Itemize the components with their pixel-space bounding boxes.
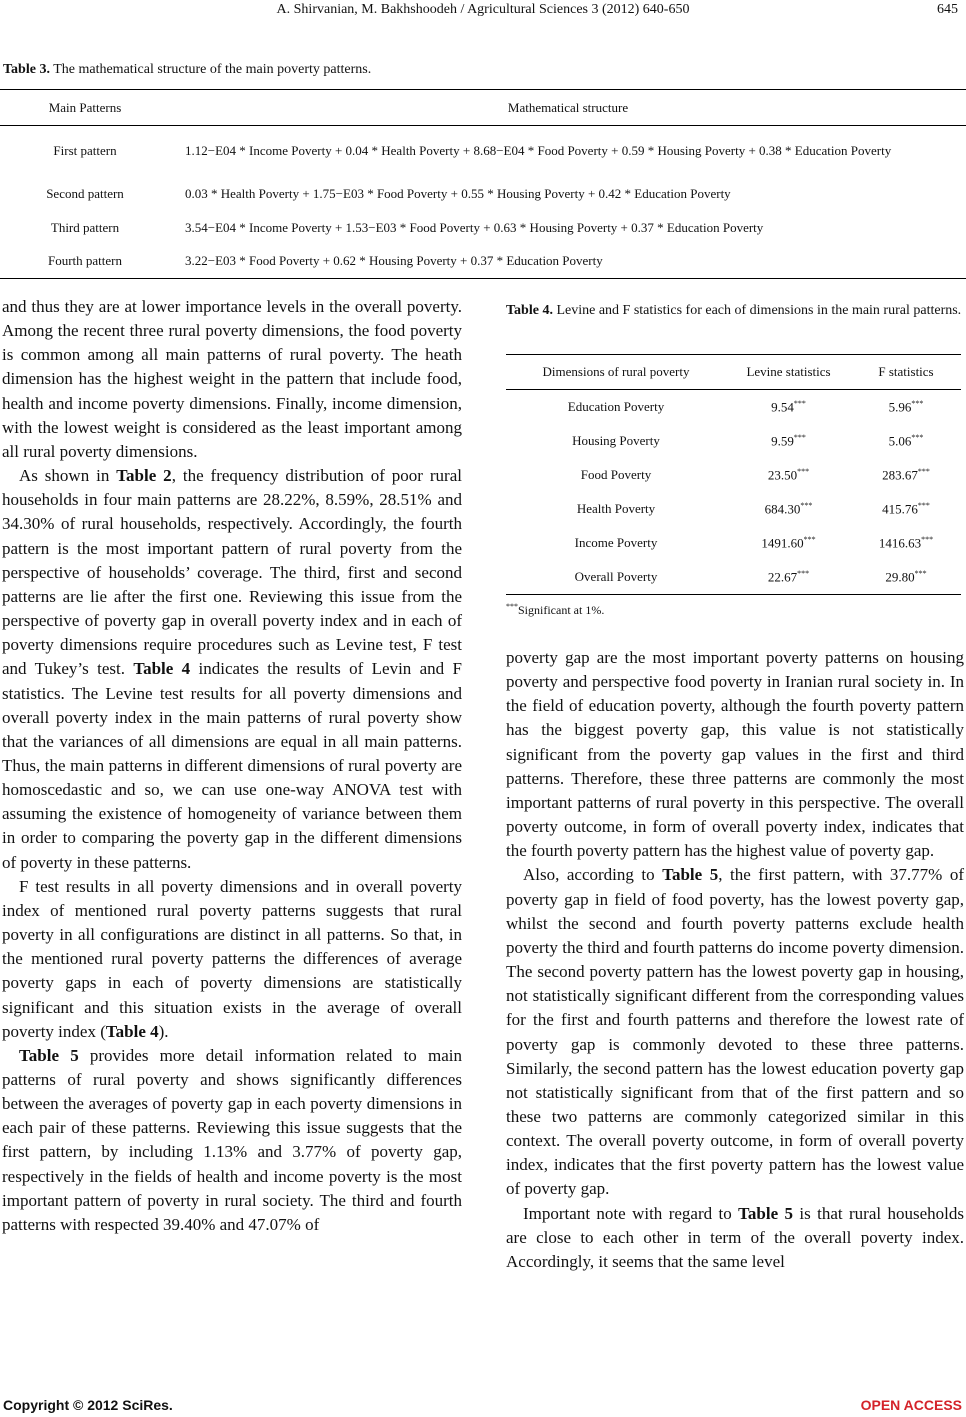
paragraph: poverty gap are the most important poverty patterns on housing poverty and perspective food poverty in Iranian rural society in. In the field of education poverty, although the fourth poverty pattern has the biggest poverty gap, this value is not statistically significant from the poverty gap values in the first and third patterns. Therefore, these three patterns are commonly the most important patterns of rural poverty in this perspective. The overall poverty outcome, in form of overall poverty index, indicates that the fourth poverty pattern has the highest value of poverty gap. bbox=[506, 648, 964, 861]
table4-levine: 9.59*** bbox=[771, 432, 806, 449]
table3-pattern: First pattern bbox=[53, 143, 117, 159]
table-row bbox=[506, 526, 961, 560]
table4-caption bbox=[506, 302, 964, 319]
table4-dimension: Health Poverty bbox=[576, 501, 656, 516]
table3-structure: 3.54−E04 * Income Poverty + 1.53−E03 * Food Poverty + 0.63 * Housing Poverty + 0.37 * Education Poverty bbox=[185, 219, 764, 235]
table-row bbox=[0, 126, 966, 177]
open-access-label: OPEN ACCESS bbox=[860, 1397, 962, 1413]
table-reference[interactable]: Table 5 bbox=[738, 1203, 794, 1223]
table3-header-row bbox=[0, 90, 966, 126]
paragraph: As shown in Table 2, the frequency distribution of poor rural households in four main patterns are 28.22%, 8.59%, 28.51% and 34.30% of rural households, respectively. Accordingly, the fourth pattern is the most important pattern of rural poverty from the perspective of households’ coverage. The third, first and second patterns are lie after the first one. Reviewing this issue from the perspective of poverty gap in overall poverty index and in each of poverty dimensions require procedures such as Levine test, F test and Tukey’s test. Table 4 indicates the results of Levin and F statistics. The Levine test results for all poverty dimensions and overall poverty index in the main patterns of rural poverty show that the variances of all dimensions are equal in all main patterns. Thus, the main patterns in different dimensions of rural poverty are homoscedastic and so, we can use one-way ANOVA test with assuming the existence of homogeneity of variance between them in order to comparing the poverty gap in the different dimensions of poverty in these patterns. bbox=[2, 466, 462, 872]
paragraph: Also, according to Table 5, the first pattern, with 37.77% of poverty gap in field of food poverty, has the lowest poverty gap, whilst the second and fourth poverty patterns exclude health poverty the third and fourth patterns do income poverty dimension. The second poverty pattern has the lowest poverty gap in housing, not statistically significant different from the corresponding values for the first and fourth patterns and therefore the lowest rate of poverty gap is commonly devoted to these three patterns. Similarly, the second pattern has the lowest education poverty gap not statistically significant from that of the first pattern and so these two patterns are commonly categorized similar in this context. The overall poverty outcome, in form of overall poverty index, indicates that the first poverty pattern has the lowest value of poverty gap. bbox=[506, 865, 964, 1199]
table4-levine: 23.50*** bbox=[767, 466, 810, 483]
table3-structure: 3.22−E03 * Food Poverty + 0.62 * Housing Poverty + 0.37 * Education Poverty bbox=[170, 245, 966, 279]
table4-dimension: Education Poverty bbox=[567, 399, 665, 414]
table4-dimension: Food Poverty bbox=[580, 467, 652, 482]
table-row bbox=[506, 390, 961, 425]
table-reference[interactable]: Table 5 bbox=[662, 865, 719, 885]
table4-header-dimension: Dimensions of rural poverty bbox=[506, 355, 726, 390]
table3-structure: 1.12−E04 * Income Poverty + 0.04 * Health Poverty + 8.68−E04 * Food Poverty + 0.59 * Housing Poverty + 0.38 * Education Poverty bbox=[185, 143, 892, 159]
table4-f: 283.67*** bbox=[882, 466, 930, 483]
table3-caption-text: The mathematical structure of the main poverty patterns. bbox=[49, 62, 372, 77]
table4-f: 5.96*** bbox=[888, 398, 924, 415]
page-header bbox=[0, 0, 966, 20]
table-row bbox=[506, 458, 961, 492]
table4-levine: 9.54*** bbox=[771, 398, 806, 415]
table3-label: Table 3. bbox=[3, 62, 50, 77]
table4-dimension: Housing Poverty bbox=[572, 433, 660, 448]
paragraph: F test results in all poverty dimensions and in overall poverty index of mentioned rural poverty patterns suggests that rural poverty in all configurations are distinct in all patterns. So that, in the mentioned rural poverty patterns the differences of average poverty gaps in each of poverty dimensions are statistically significant and this situation exists in the average of overall poverty index (Table 4). bbox=[2, 876, 462, 1041]
table4-f: 1416.63*** bbox=[878, 534, 934, 551]
table4-f: 29.80*** bbox=[851, 560, 961, 595]
table4-dimension: Overall Poverty bbox=[506, 560, 726, 595]
copyright-notice: Copyright © 2012 SciRes. bbox=[3, 1397, 173, 1413]
table3-caption bbox=[3, 61, 963, 78]
table-reference[interactable]: Table 2 bbox=[116, 466, 172, 486]
page-number: 645 bbox=[937, 2, 958, 17]
table-row bbox=[0, 177, 966, 211]
table-row bbox=[0, 211, 966, 245]
table3-pattern: Third pattern bbox=[50, 219, 120, 235]
page-footer bbox=[0, 1397, 966, 1417]
table4-header-f: F statistics bbox=[851, 355, 961, 390]
table-row bbox=[506, 492, 961, 526]
table3-header-patterns: Main Patterns bbox=[0, 90, 170, 126]
paragraph: and thus they are at lower importance levels in the overall poverty. Among the recent three rural poverty dimensions, the food poverty is common among all main patterns of rural poverty. The heath dimension has the highest weight in the pattern that include food, health and income poverty dimensions. Finally, income dimension, with the lowest weight is considered as the least important among all rural poverty dimensions. bbox=[2, 297, 462, 461]
table4-levine: 684.30*** bbox=[764, 500, 813, 517]
running-title: A. Shirvanian, M. Bakhshoodeh / Agricultural Sciences 3 (2012) 640-650 bbox=[276, 2, 690, 17]
table4-levine: 22.67*** bbox=[726, 560, 851, 595]
table-reference[interactable]: Table 4 bbox=[133, 659, 191, 679]
table-row bbox=[0, 245, 966, 279]
right-column bbox=[506, 646, 964, 1274]
table4-header-row bbox=[506, 355, 961, 390]
table4-f: 415.76*** bbox=[882, 500, 930, 517]
left-column bbox=[2, 295, 462, 1237]
table3-header-structure: Mathematical structure bbox=[170, 90, 966, 126]
table-row bbox=[506, 424, 961, 458]
table-reference[interactable]: Table 5 bbox=[19, 1045, 79, 1065]
table4-label: Table 4. bbox=[506, 303, 553, 318]
paragraph: Important note with regard to Table 5 is that rural households are close to each other in term of the overall poverty index. Accordingly, it seems that the same level bbox=[506, 1203, 964, 1271]
table4-dimension: Income Poverty bbox=[574, 535, 658, 550]
table3 bbox=[0, 89, 966, 279]
table4-caption-text: Levine and F statistics for each of dimensions in the main rural patterns. bbox=[552, 303, 962, 318]
table-reference[interactable]: Table 4 bbox=[105, 1021, 159, 1041]
table4-header-levine: Levine statistics bbox=[726, 355, 851, 390]
table4-f: 5.06*** bbox=[888, 432, 924, 449]
table4 bbox=[506, 354, 961, 595]
paragraph: Table 5 provides more detail information related to main patterns of rural poverty and shows significantly differences between the averages of poverty gap in each poverty dimensions in each pair of these patterns. Reviewing this issue suggests that the first pattern, by including 1.13% and 3.77% of poverty gap, respectively in the fields of health and income poverty is the most important pattern of poverty in rural society. The third and fourth patterns with respected 39.40% and 47.07% of bbox=[2, 1045, 462, 1234]
table3-pattern: Fourth pattern bbox=[0, 245, 170, 279]
table3-pattern: Second pattern bbox=[46, 185, 124, 201]
table4-footnote: ***Significant at 1%. bbox=[506, 602, 605, 617]
table3-structure: 0.03 * Health Poverty + 1.75−E03 * Food Poverty + 0.55 * Housing Poverty + 0.42 * Education Poverty bbox=[185, 185, 731, 201]
table-row bbox=[506, 560, 961, 595]
table4-levine: 1491.60*** bbox=[761, 534, 816, 551]
